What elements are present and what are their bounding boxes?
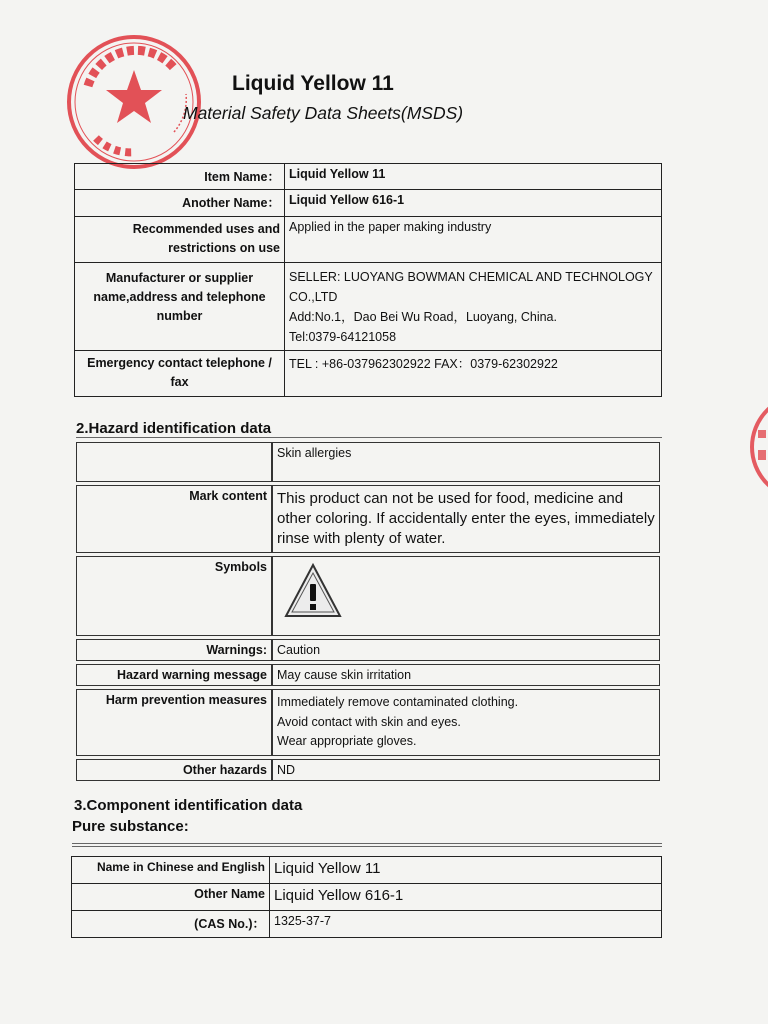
- manufacturer-value: [285, 263, 662, 351]
- emergency-contact-label: Emergency contact telephone / fax: [75, 351, 285, 397]
- table-row: [76, 556, 660, 636]
- another-name-label: Another Name：: [75, 190, 285, 217]
- divider: [72, 843, 662, 844]
- table-row: [75, 263, 662, 351]
- component-table: [71, 856, 662, 938]
- item-name-label: Item Name：: [75, 164, 285, 190]
- hazard-table: [76, 439, 660, 784]
- measure-line: Immediately remove contaminated clothing.: [277, 695, 519, 709]
- another-name-value: Liquid Yellow 616-1: [285, 190, 662, 217]
- hazard-warning-label: Hazard warning message: [76, 664, 272, 686]
- chinese-english-name-label: Name in Chinese and English: [72, 857, 270, 884]
- emergency-contact-value: TEL : +86-037962302922 FAX：0379-62302922: [285, 351, 662, 397]
- table-row: [76, 639, 660, 661]
- table-row: [75, 164, 662, 190]
- symbols-value: [272, 556, 660, 636]
- recommended-uses-label: Recommended uses and restrictions on use: [75, 217, 285, 263]
- warnings-value: Caution: [272, 639, 660, 661]
- divider: [72, 846, 662, 847]
- hazard-blank-label: [76, 442, 272, 482]
- table-row: [76, 759, 660, 781]
- measure-line: Avoid contact with skin and eyes.: [277, 714, 461, 729]
- seller-line: SELLER: LUOYANG BOWMAN CHEMICAL AND TECHNOLOGY CO.,LTD: [289, 270, 653, 304]
- mark-content-value: This product can not be used for food, medicine and other coloring. If accidentally enter the eyes, immediately rinse with plenty of water.: [272, 485, 660, 553]
- table-row: [75, 190, 662, 217]
- item-name-value: Liquid Yellow 11: [285, 164, 662, 190]
- component-subheading: Pure substance:: [72, 818, 189, 835]
- address-line: Add:No.1，Dao Bei Wu Road，Luoyang, China.: [289, 310, 557, 324]
- cas-no-label: (CAS No.)：: [72, 911, 270, 938]
- table-row: [72, 884, 662, 911]
- other-hazards-label: Other hazards: [76, 759, 272, 781]
- table-row: [76, 485, 660, 553]
- component-section-heading: 3.Component identification data: [74, 797, 303, 814]
- other-hazards-value: ND: [272, 759, 660, 781]
- document-subtitle: Material Safety Data Sheets(MSDS): [183, 103, 464, 123]
- table-row: [72, 911, 662, 938]
- warnings-label: Warnings:: [76, 639, 272, 661]
- seal-edge-stamp: [744, 392, 768, 502]
- tel-line: Tel:0379-64121058: [289, 330, 397, 344]
- other-name-label: Other Name: [72, 884, 270, 911]
- divider: [76, 437, 662, 438]
- harm-prevention-label: Harm prevention measures: [76, 689, 272, 756]
- document-title: Liquid Yellow 11: [232, 72, 394, 95]
- table-row: [72, 857, 662, 884]
- hazard-section-heading: 2.Hazard identification data: [76, 420, 272, 437]
- warning-triangle-icon: [283, 562, 343, 620]
- mark-content-label: Mark content: [76, 485, 272, 553]
- hazard-category-value: Skin allergies: [272, 442, 660, 482]
- table-row: [75, 351, 662, 397]
- harm-prevention-value: [272, 689, 660, 756]
- manufacturer-label: Manufacturer or supplier name,address and telephone number: [75, 263, 285, 351]
- chinese-english-name-value: Liquid Yellow 11: [270, 857, 662, 884]
- table-row: [76, 664, 660, 686]
- table-row: [76, 689, 660, 756]
- identification-table: [74, 163, 662, 397]
- symbols-label: Symbols: [76, 556, 272, 636]
- measure-line: Wear appropriate gloves.: [277, 734, 417, 748]
- table-row: [75, 217, 662, 263]
- other-name-value: Liquid Yellow 616-1: [270, 884, 662, 911]
- cas-no-value: 1325-37-7: [270, 911, 662, 938]
- recommended-uses-value: Applied in the paper making industry: [285, 217, 662, 263]
- table-row: [76, 442, 660, 482]
- hazard-warning-value: May cause skin irritation: [272, 664, 660, 686]
